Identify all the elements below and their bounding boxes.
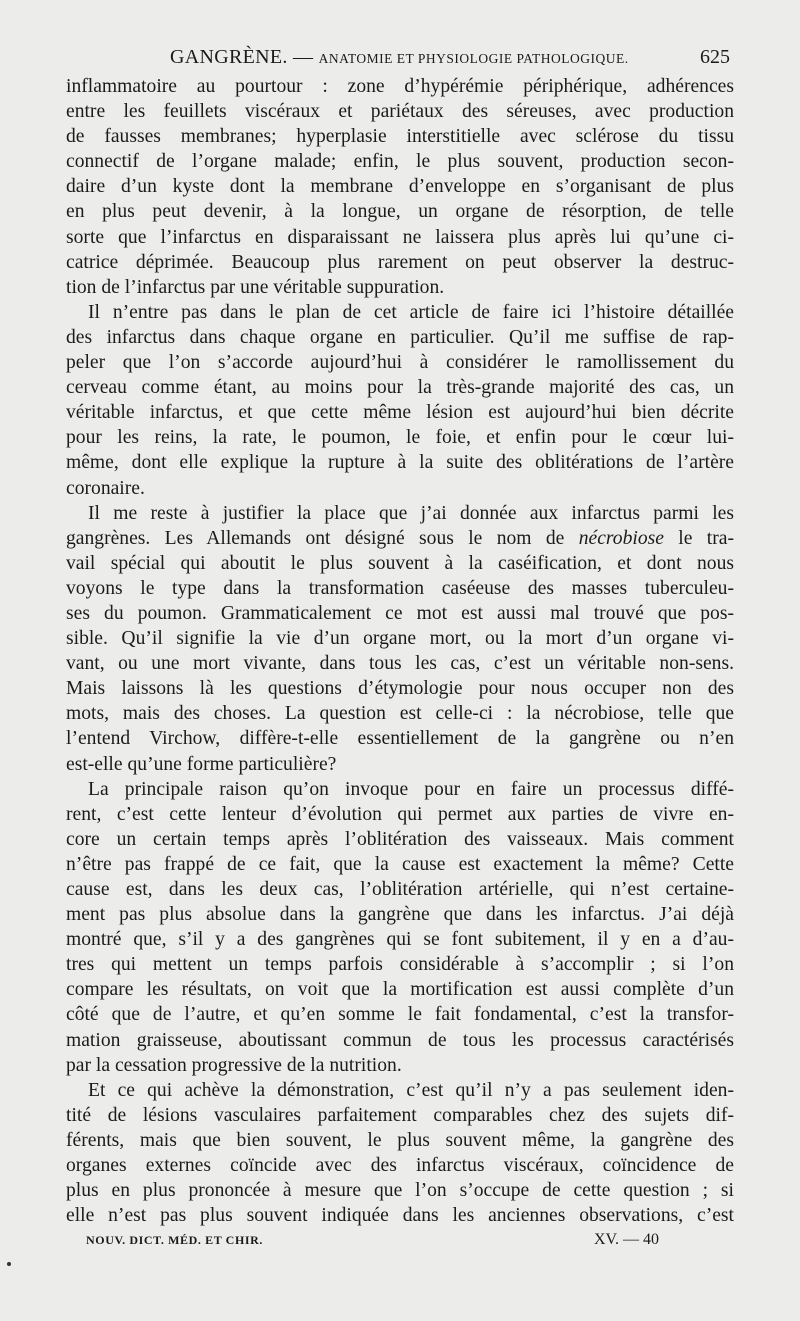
text-line: vail spécial qui aboutit le plus souvent à la caséification, et dont nous [66,552,734,574]
footer-signature: XV. — 40 [594,1231,660,1248]
text-line: des infarctus dans chaque organe en particulier. Qu’il me suffise de rap- [66,326,734,348]
emphasized-term: nécrobiose [578,527,664,549]
text-line: gangrènes. Les Allemands ont désigné sous le nom de nécrobiose le tra- [66,527,734,549]
text-line: plus en plus prononcée à mesure que l’on s’occupe de cette question ; si [66,1180,734,1202]
text-line: n’être pas frappé de ce fait, que la cause est exactement la même? Cette [66,853,734,875]
text-line: férents, mais que bien souvent, le plus souvent même, la gangrène des [66,1129,734,1151]
text-line: peler que l’on s’accorde aujourd’hui à considérer le ramollissement du [66,352,734,374]
text-line: est-elle qu’une forme particulière? [66,753,337,775]
text-line: voyons le type dans la transformation caséeuse des masses tuberculeu- [66,577,734,599]
text-line: Il n’entre pas dans le plan de cet article de faire ici l’histoire détaillée [88,301,734,323]
text-line: même, dont elle explique la rupture à la suite des oblitérations de l’artère [66,452,734,474]
text-line: core un certain temps après l’oblitération des vaisseaux. Mais comment [66,828,734,850]
text-line: rent, c’est cette lenteur d’évolution qui permet aux parties de vivre en- [66,803,734,825]
text-line: en plus peut devenir, à la longue, un organe de résorption, de telle [66,201,734,223]
body-text [66,74,734,1228]
text-line: La principale raison qu’on invoque pour en faire un processus diffé- [88,778,734,800]
text-line: tion de l’infarctus par une véritable suppuration. [66,276,445,298]
text-line: Mais laissons là les questions d’étymologie pour nous occuper non des [66,678,734,700]
text-line: pour les reins, la rate, le poumon, le foie, et enfin pour le cœur lui- [66,427,734,449]
page-footer [86,1229,666,1251]
page-number: 625 [700,46,730,68]
text-line: sible. Qu’il signifie la vie d’un organe mort, ou la mort d’un organe vi- [66,628,734,650]
ink-speck [7,1262,11,1266]
text-line: tres qui mettent un temps parfois considérable à s’accomplir ; si l’on [66,954,734,976]
text-line: vant, ou une mort vivante, dans tous les cas, c’est un véritable non-sens. [66,653,734,675]
text-line: elle n’est pas plus souvent indiquée dans les anciennes observations, c’est [66,1205,734,1227]
text-line: montré que, s’il y a des gangrènes qui se font subitement, il y en a d’au- [66,929,734,951]
text-line: catrice déprimée. Beaucoup plus rarement on peut observer la destruc- [66,251,734,273]
text-line: connectif de l’organe malade; enfin, le plus souvent, production secon- [66,151,734,173]
text-line: de fausses membranes; hyperplasie interstitielle avec sclérose du tissu [66,126,734,148]
text-line: cause est, dans les deux cas, l’oblitération artérielle, qui n’est certaine- [66,879,734,900]
text-line: organes externes coïncide avec des infarctus viscéraux, coïncidence de [66,1155,734,1177]
text-line: inflammatoire au pourtour : zone d’hypérémie périphérique, adhérences [66,76,734,97]
text-line: Il me reste à justifier la place que j’ai donnée aux infarctus parmi les [88,502,734,524]
text-line: véritable infarctus, et que cette même lésion est aujourd’hui bien décrite [66,402,734,424]
text-line: ment pas plus absolue dans la gangrène que dans les infarctus. J’ai déjà [66,904,734,926]
text-line: Et ce qui achève la démonstration, c’est qu’il n’y a pas seulement iden- [88,1079,734,1101]
running-header [150,42,734,72]
text-line: par la cessation progressive de la nutrition. [66,1054,402,1076]
text-line: mots, mais des choses. La question est celle-ci : la nécrobiose, telle que [66,703,734,725]
text-line: daire d’un kyste dont la membrane d’enveloppe en s’organisant de plus [66,176,734,198]
running-subtitle: ANATOMIE ET PHYSIOLOGIE PATHOLOGIQUE. [318,51,629,66]
text-line: compare les résultats, on voit que la mortification est aussi complète d’un [66,979,734,1001]
text-line: coronaire. [66,477,145,499]
footer-publication: NOUV. DICT. MÉD. ET CHIR. [86,1233,264,1247]
running-title: GANGRÈNE. — ANATOMIE ET PHYSIOLOGIE PATHOLOGIQUE. [170,46,629,68]
text-line: ses du poumon. Grammaticalement ce mot est aussi mal trouvé que pos- [66,602,734,624]
text-line: l’entend Virchow, diffère-t-elle essentiellement de la gangrène ou n’en [66,728,734,750]
text-line: cerveau comme étant, au moins pour la très-grande majorité des cas, un [66,377,734,399]
text-line: côté que de l’autre, et qu’en somme le fait fondamental, c’est la transfor- [66,1004,734,1026]
text-line: sorte que l’infarctus en disparaissant ne laissera plus après lui qu’une ci- [66,226,734,248]
text-line: entre les feuillets viscéraux et pariétaux des séreuses, avec production [66,101,734,123]
text-line: tité de lésions vasculaires parfaitement comparables chez des sujets dif- [66,1104,734,1126]
text-line: mation graisseuse, aboutissant commun de tous les processus caractérisés [66,1029,734,1051]
